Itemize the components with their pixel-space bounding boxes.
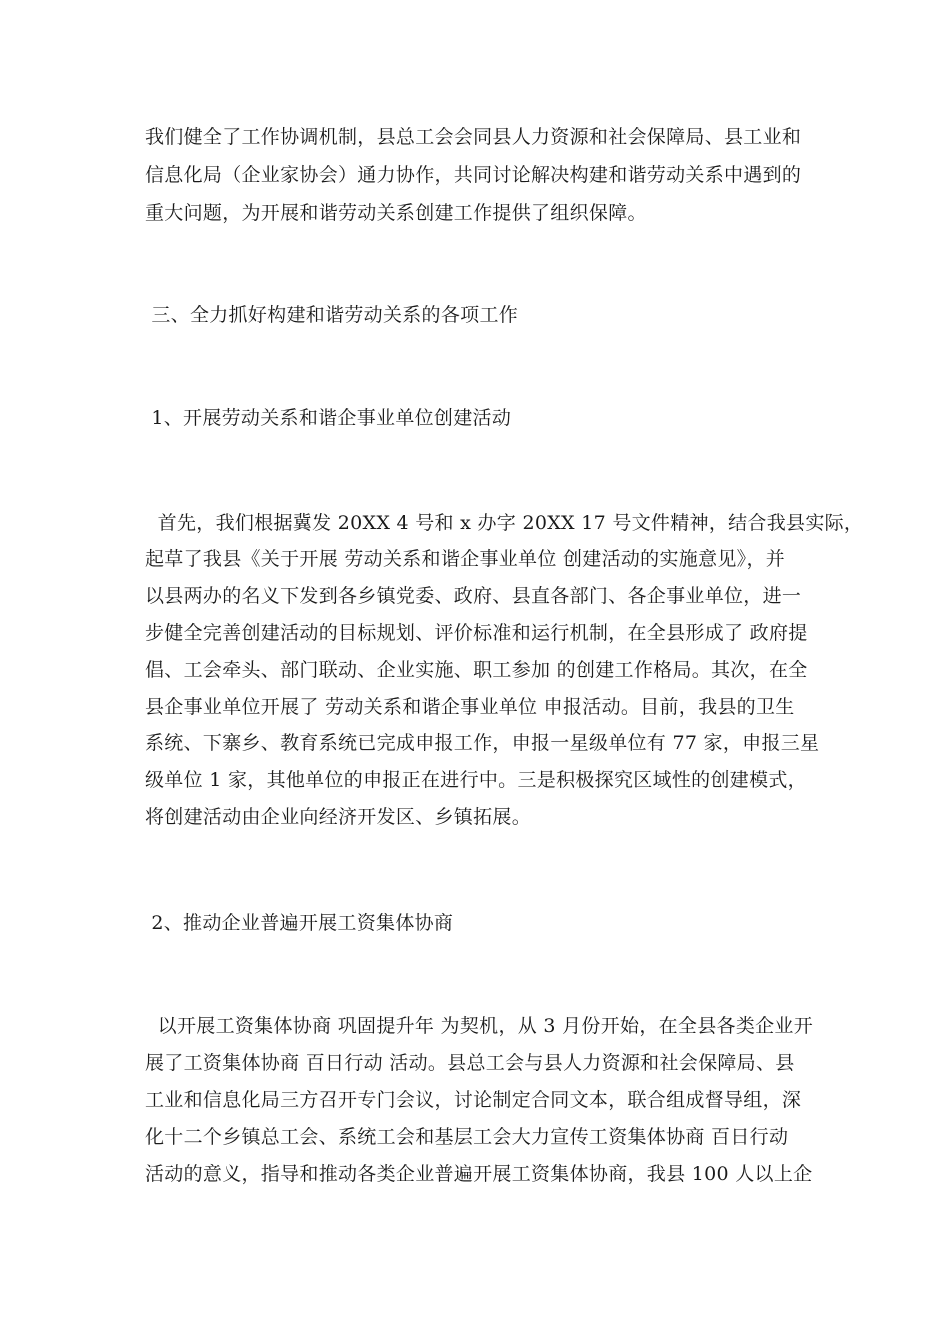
paragraph-2-line-3: 以县两办的名义下发到各乡镇党委、政府、县直各部门、各企事业单位，进一: [145, 585, 802, 607]
paragraph-3-line-3: 工业和信息化局三方召开专门会议，讨论制定合同文本，联合组成督导组，深: [145, 1089, 802, 1111]
subheading-2: 2、推动企业普遍开展工资集体协商: [145, 912, 454, 934]
paragraph-3-line-2: 展了工资集体协商 百日行动 活动。县总工会与县人力资源和社会保障局、县: [145, 1052, 795, 1074]
paragraph-2-line-7: 系统、下寨乡、教育系统已完成申报工作，申报一星级单位有 77 家，申报三星: [145, 732, 820, 754]
paragraph-2-line-5: 倡、工会牵头、部门联动、企业实施、职工参加 的创建工作格局。其次，在全: [145, 659, 808, 681]
paragraph-3-line-4: 化十二个乡镇总工会、系统工会和基层工会大力宣传工资集体协商 百日行动: [145, 1126, 789, 1148]
paragraph-1-line-1: 我们健全了工作协调机制，县总工会会同县人力资源和社会保障局、县工业和: [145, 126, 802, 148]
paragraph-2-line-2: 起草了我县《关于开展 劳动关系和谐企事业单位 创建活动的实施意见》，并: [145, 548, 786, 570]
paragraph-3-line-1: 以开展工资集体协商 巩固提升年 为契机，从 3 月份开始，在全县各类企业开: [145, 1015, 814, 1037]
paragraph-1-line-3: 重大问题，为开展和谐劳动关系创建工作提供了组织保障。: [145, 202, 647, 224]
paragraph-2-line-6: 县企事业单位开展了 劳动关系和谐企事业单位 申报活动。目前，我县的卫生: [145, 696, 795, 718]
paragraph-1-line-2: 信息化局（企业家协会）通力协作，共同讨论解决构建和谐劳动关系中遇到的: [145, 164, 802, 186]
subheading-1: 1、开展劳动关系和谐企事业单位创建活动: [145, 407, 512, 429]
paragraph-2-line-8: 级单位 1 家，其他单位的申报正在进行中。三是积极探究区域性的创建模式，: [145, 769, 807, 791]
paragraph-2-line-4: 步健全完善创建活动的目标规划、评价标准和运行机制，在全县形成了 政府提: [145, 622, 808, 644]
paragraph-2-line-1: 首先，我们根据冀发 20XX 4 号和 x 办字 20XX 17 号文件精神，结合我县实际，: [145, 512, 864, 534]
paragraph-3-line-5: 活动的意义，指导和推动各类企业普遍开展工资集体协商，我县 100 人以上企: [145, 1163, 813, 1185]
paragraph-2-line-9: 将创建活动由企业向经济开发区、乡镇拓展。: [145, 806, 532, 828]
section-heading-3: 三、全力抓好构建和谐劳动关系的各项工作: [145, 304, 519, 326]
